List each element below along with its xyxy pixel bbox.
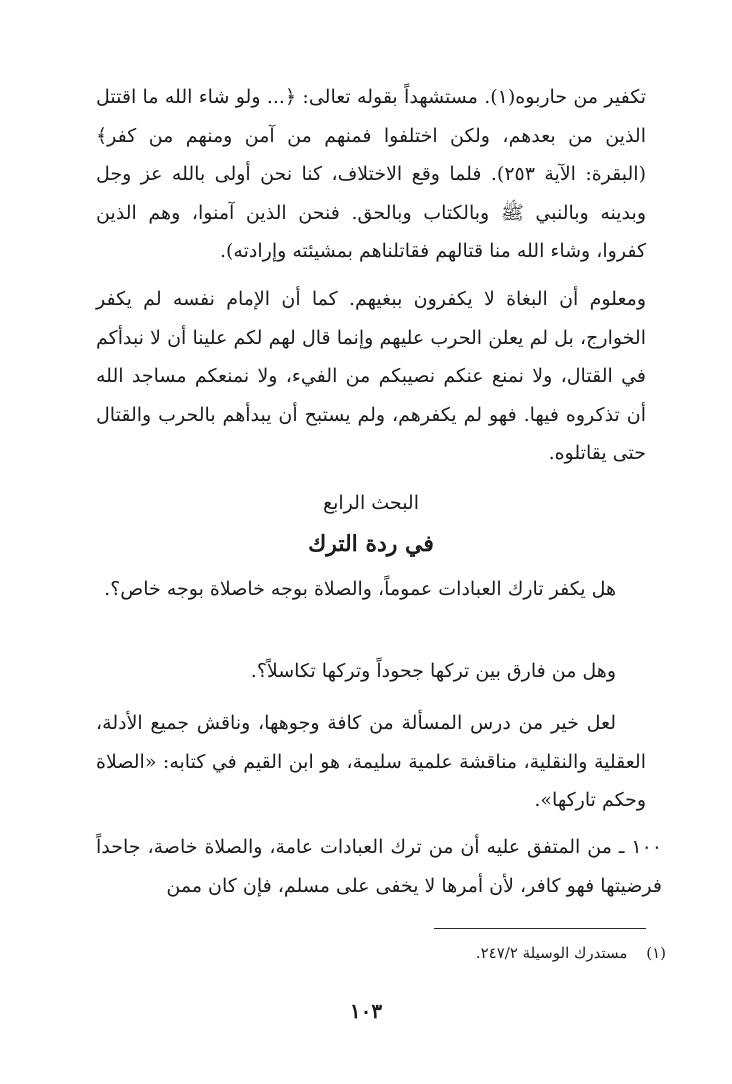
- section-title: في ردة الترك: [308, 531, 434, 557]
- paragraph-ibn-alqayyim: لعل خير من درس المسألة من كافة وجوهها، وناقش جميع الأدلة، العقلية والنقلية، مناقشة علمية سليمة، هو ابن القيم في كتابه: «الصلاة وحكم تاركها».: [96, 712, 646, 811]
- paragraph-quote-continuation: تكفير من حاربوه(١). مستشهداً بقوله تعالى: ﴿... ولو شاء الله ما اقتتل الذين من بعدهم، ولكن اختلفوا فمنهم من آمن ومنهم من كفر﴾ (البقرة: الآية ٢٥٣). فلما وقع الاختلاف، كنا نحن أولى بالله عز وجل وبدينه وبالنبي ﷺ وبالكتاب وبالحق. فنحن الذين آمنوا، وهم الذين كفروا، وشاء الله منا قتالهم فقاتلناهم بمشيئته وإرادته).: [96, 86, 646, 262]
- section-subtitle: البحث الرابع: [323, 492, 419, 514]
- paragraph-numbered-100: [96, 828, 662, 905]
- footnote-divider: [434, 928, 646, 929]
- footnote-mark: (١): [646, 944, 666, 962]
- paragraph-rebels-not-disbelievers: ومعلوم أن البغاة لا يكفرون ببغيهم. كما أن الإمام نفسه لم يكفر الخوارج، بل لم يعلن الحرب عليهم وإنما قال لهم لكم علينا أن لا نبدأكم في القتال، ولا نمنع عنكم نصيبكم من الفيء، ولا نمنعكم مساجد الله أن تذكروه فيها. فهو لم يكفرهم، ولم يستبح أن يبدأهم بالحرب والقتال حتى يقاتلوه.: [96, 288, 646, 464]
- paragraph-question-abandoning-worship: هل يكفر تارك العبادات عموماً، والصلاة بوجه خاصلاة بوجه خاص؟.: [104, 578, 616, 600]
- footnote: [96, 942, 666, 964]
- paragraph-question-denial-vs-laziness: وهل من فارق بين تركها جحوداً وتركها تكاسلاً؟.: [250, 660, 616, 682]
- paragraph-numbered-text: من المتفق عليه أن من ترك العبادات عامة، والصلاة خاصة، جاحداً فرضيتها فهو كافر، لأن أمرها لا يخفى على مسلم، فإن كان ممن: [96, 836, 662, 897]
- page-number: ١٠٣: [349, 999, 383, 1023]
- footnote-text: مستدرك الوسيلة ٢٤٧/٢.: [475, 944, 628, 962]
- paragraph-number: ١٠٠ ـ: [618, 836, 662, 858]
